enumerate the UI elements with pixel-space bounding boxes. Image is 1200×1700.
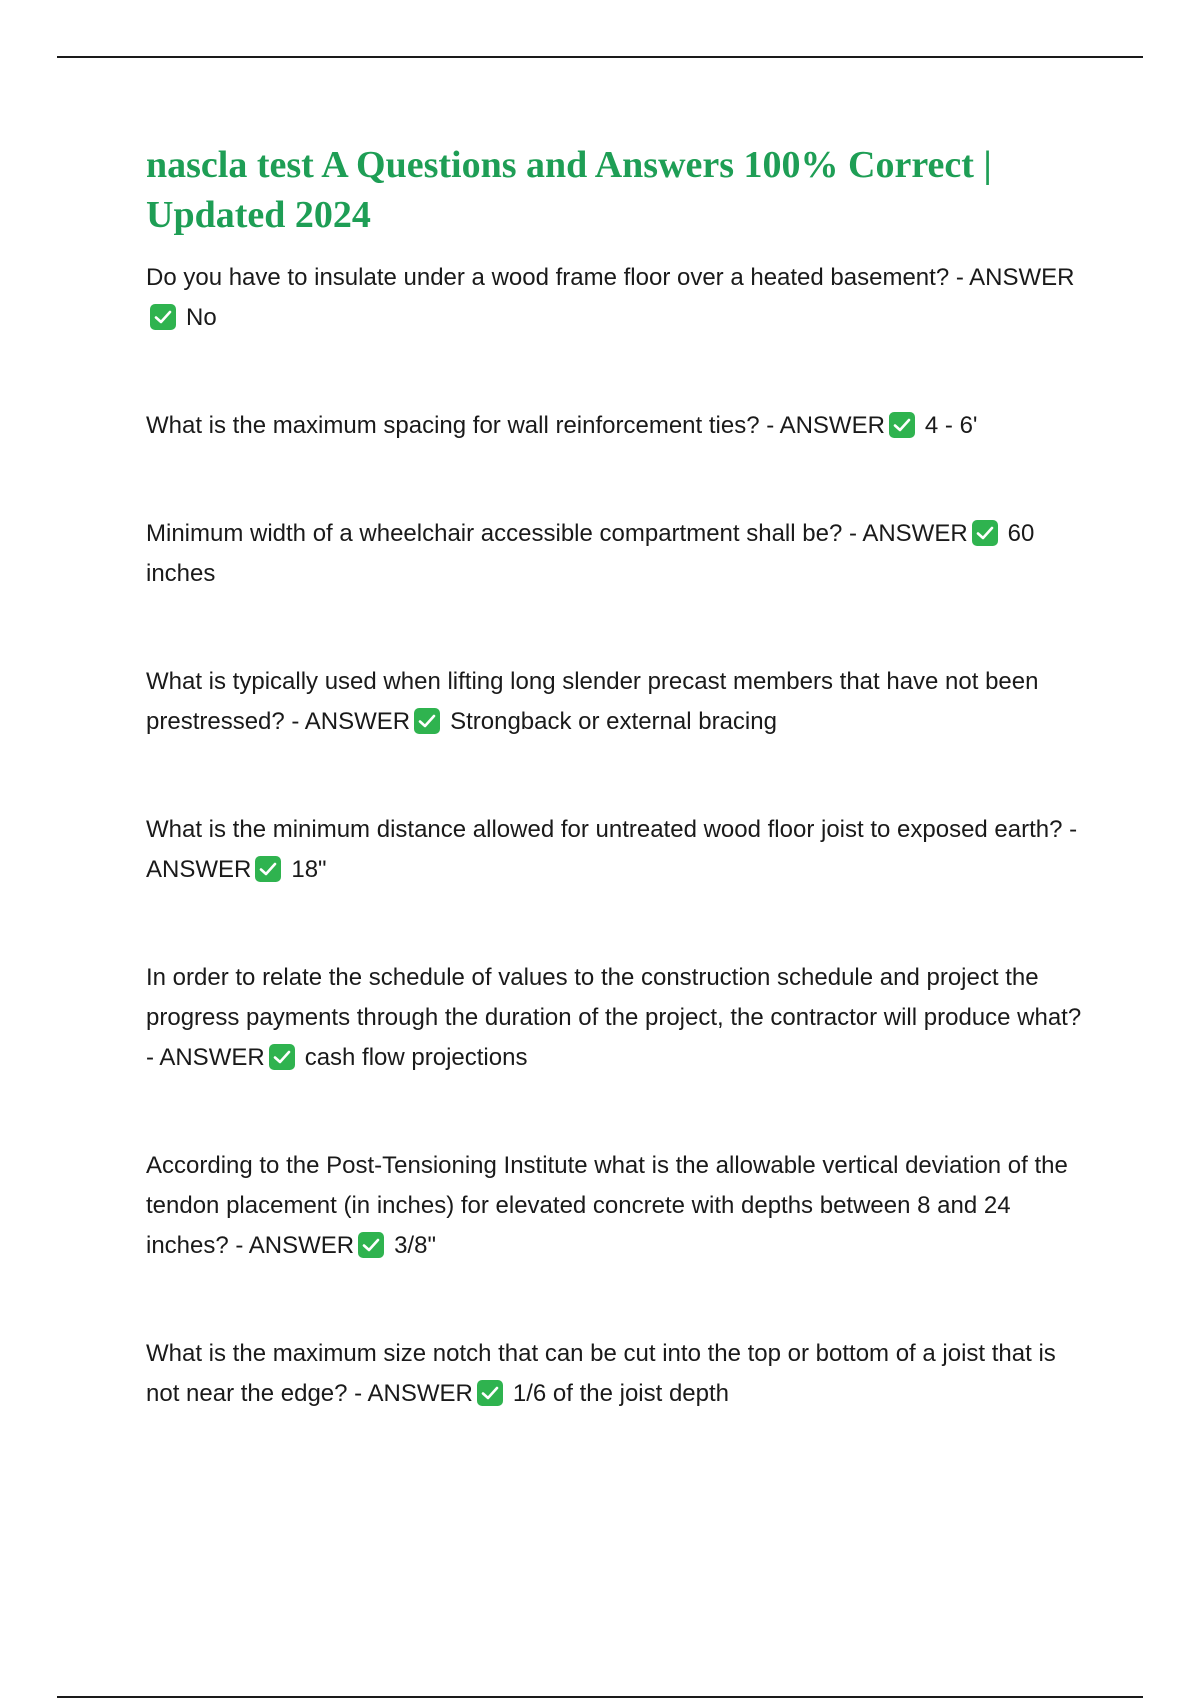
check-mark-icon — [358, 1232, 384, 1258]
question-text: What is the minimum distance allowed for untreated wood floor joist to exposed earth? - — [146, 816, 1078, 843]
answer-label: ANSWER — [862, 520, 968, 547]
answer-text: cash flow projections — [304, 1044, 528, 1071]
check-mark-icon — [269, 1044, 295, 1070]
qa-item — [146, 1146, 1086, 1266]
qa-item — [146, 258, 1086, 338]
question-text: Minimum width of a wheelchair accessible compartment shall be? - — [146, 520, 857, 547]
answer-text: 4 - 6' — [924, 412, 978, 439]
bottom-rule — [57, 1696, 1143, 1698]
answer-label: ANSWER — [969, 264, 1075, 291]
qa-item — [146, 662, 1086, 742]
answer-text: 18" — [291, 856, 327, 883]
answer-label: ANSWER — [367, 1380, 473, 1407]
document-body — [146, 140, 1086, 1414]
answer-label: ANSWER — [779, 412, 885, 439]
answer-text: No — [186, 304, 217, 331]
answer-label: ANSWER — [304, 708, 411, 735]
qa-item — [146, 810, 1086, 890]
qa-item — [146, 958, 1086, 1078]
document-title: nascla test A Questions and Answers 100% Correct | Updated 2024 — [146, 144, 992, 236]
question-text: What is the maximum spacing for wall reinforcement ties? - — [146, 412, 775, 439]
check-mark-icon — [889, 412, 915, 438]
answer-label: ANSWER — [146, 856, 252, 883]
question-text: What is the maximum size notch that can be cut into the top or bottom of a joist that is not near the edge? - — [146, 1340, 1056, 1407]
answer-text: 1/6 of the joist depth — [512, 1380, 730, 1407]
answer-text: 3/8" — [394, 1232, 436, 1259]
answer-text: 60 inches — [146, 520, 1035, 587]
question-text: Do you have to insulate under a wood frame floor over a heated basement? - — [146, 264, 964, 291]
check-mark-icon — [477, 1380, 503, 1406]
question-text: In order to relate the schedule of values to the construction schedule and project the progress payments through the duration of the project, the contractor will produce what? - — [146, 964, 1082, 1071]
qa-item — [146, 1334, 1086, 1414]
check-mark-icon — [972, 520, 998, 546]
question-text: What is typically used when lifting long slender precast members that have not been prestressed? - — [146, 668, 1039, 735]
answer-text: Strongback or external bracing — [450, 708, 777, 735]
answer-label: ANSWER — [248, 1232, 355, 1259]
check-mark-icon — [414, 708, 440, 734]
check-mark-icon — [150, 304, 176, 330]
qa-item — [146, 406, 1086, 446]
top-rule — [57, 56, 1143, 58]
check-mark-icon — [255, 856, 281, 882]
qa-item — [146, 514, 1086, 594]
answer-label: ANSWER — [159, 1044, 265, 1071]
question-text: According to the Post-Tensioning Institute what is the allowable vertical deviation of the tendon placement (in inches) for elevated concrete with depths between 8 and 24 inches? - — [146, 1152, 1068, 1259]
